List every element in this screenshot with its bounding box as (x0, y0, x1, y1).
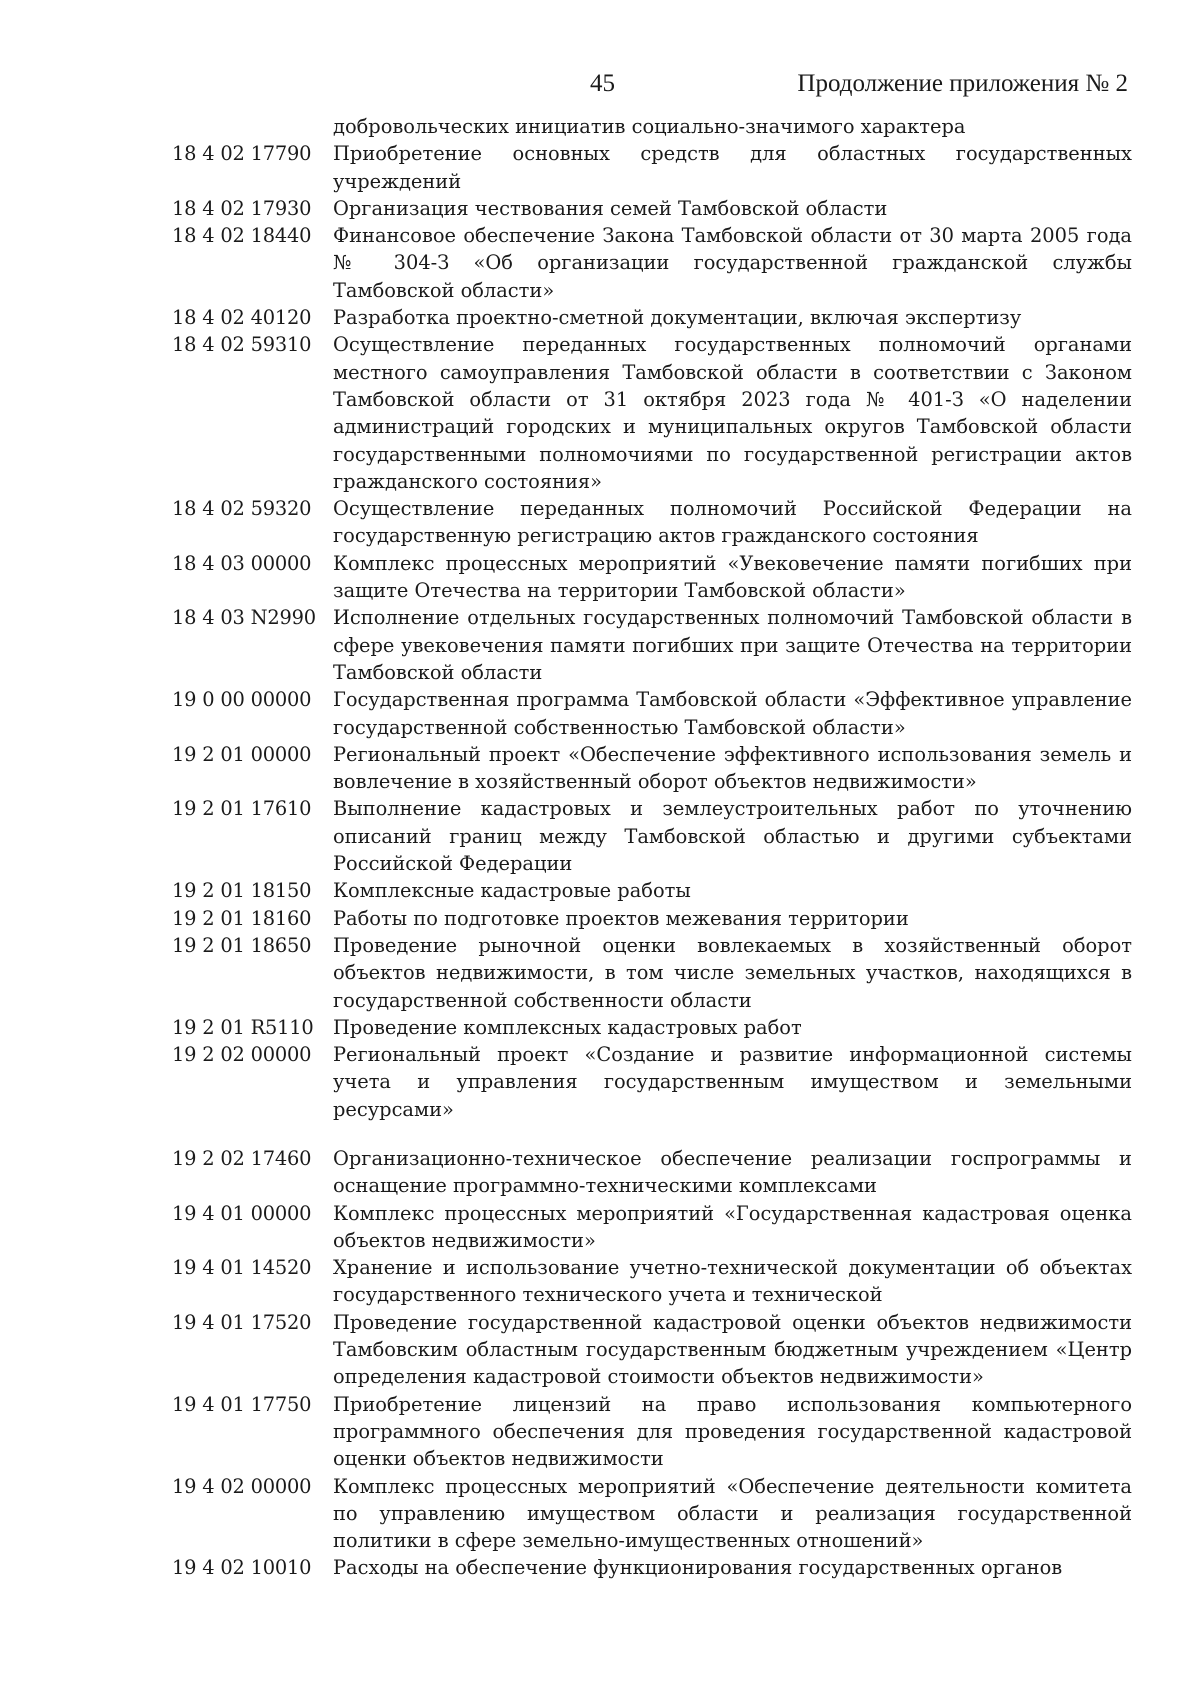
budget-item-description: Организация чествования семей Тамбовской области (333, 196, 888, 220)
list-item (172, 1309, 1132, 1391)
budget-item-description: Комплекс процессных мероприятий «Увековечение памяти погибших при защите Отечества на территории Тамбовской области» (333, 551, 1132, 603)
budget-item-description: Комплекс процессных мероприятий «Обеспечение деятельности комитета по управлению имуществом области и реализация государственной политики в сфере земельно-имущественных отношений» (333, 1474, 1132, 1553)
list-item (172, 1473, 1132, 1555)
budget-code: 19 2 01 R5110 (172, 1015, 314, 1039)
budget-item-description: Хранение и использование учетно-технической документации об объектах государственного технического учета и технической (333, 1256, 1132, 1307)
budget-code: 18 4 02 17930 (172, 196, 312, 220)
budget-item-description: Осуществление переданных государственных полномочий органами местного самоуправления Тамбовской области в соответствии с Законом Тамбовской области от 31 октября 2023 года № 401-З «О наделении администраций городских и муниципальных округов Тамбовской области государственными полномочиями по государственной регистрации актов гражданского состояния» (333, 333, 1132, 493)
budget-code: 19 2 02 17460 (172, 1146, 312, 1170)
list-item (172, 1554, 1132, 1581)
budget-item-description: Проведение государственной кадастровой оценки объектов недвижимости Тамбовским областным государственным бюджетным учреждением «Центр определения кадастровой стоимости объектов недвижимости» (333, 1310, 1132, 1389)
budget-code: 19 4 01 17520 (172, 1310, 312, 1334)
list-item (172, 331, 1132, 495)
list-item (172, 495, 1132, 550)
budget-code: 19 0 00 00000 (172, 688, 312, 712)
list-item (172, 932, 1132, 1014)
list-item (172, 195, 1132, 222)
budget-item-description: Проведение комплексных кадастровых работ (333, 1015, 802, 1039)
budget-code: 19 4 01 00000 (172, 1201, 312, 1225)
list-item (172, 550, 1132, 605)
list-item (172, 304, 1132, 331)
budget-code: 19 2 01 17610 (172, 797, 312, 821)
budget-code: 19 2 01 18650 (172, 933, 312, 957)
budget-item-description: добровольческих инициатив социально-значимого характера (333, 115, 966, 138)
budget-code: 18 4 02 40120 (172, 306, 312, 330)
budget-code: 19 4 02 10010 (172, 1556, 312, 1580)
budget-item-description: Расходы на обеспечение функционирования государственных органов (333, 1556, 1063, 1580)
budget-item-description: Разработка проектно-сметной документации, включая экспертизу (333, 306, 1022, 330)
budget-item-description: Региональный проект «Создание и развитие информационной системы учета и управления государственным имуществом и земельными ресурсами» (333, 1043, 1132, 1121)
budget-code: 19 4 01 14520 (172, 1256, 312, 1280)
budget-item-description: Приобретение основных средств для областных государственных учреждений (333, 142, 1132, 193)
budget-item-description: Работы по подготовке проектов межевания территории (333, 906, 909, 930)
list-item (172, 113, 1132, 140)
page-number: 45 (590, 70, 615, 97)
list-item (172, 1014, 1132, 1041)
list-item (172, 222, 1132, 304)
appendix-title: Продолжение приложения № 2 (797, 70, 1128, 97)
budget-item-description: Проведение рыночной оценки вовлекаемых в хозяйственный оборот объектов недвижимости, в том числе земельных участков, находящихся в государственной собственности области (333, 933, 1132, 1012)
list-item (172, 1254, 1132, 1309)
list-item (172, 140, 1132, 195)
list-item (172, 604, 1132, 686)
budget-item-description: Осуществление переданных полномочий Российской Федерации на государственную регистрацию актов гражданского состояния (333, 497, 1132, 548)
budget-code: 19 2 01 18150 (172, 879, 312, 903)
budget-code: 19 2 01 18160 (172, 906, 312, 930)
list-item (172, 1391, 1132, 1473)
budget-item-description: Финансовое обеспечение Закона Тамбовской области от 30 марта 2005 года № 304-З «Об организации государственной гражданской службы Тамбовской области» (333, 224, 1132, 302)
list-item (172, 686, 1132, 741)
budget-item-description: Комплекс процессных мероприятий «Государственная кадастровая оценка объектов недвижимости» (333, 1201, 1132, 1252)
budget-item-description: Выполнение кадастровых и землеустроительных работ по уточнению описаний границ между Тамбовской областью и другими субъектами Российской Федерации (333, 797, 1132, 876)
budget-code: 18 4 02 59310 (172, 333, 312, 357)
list-item (172, 905, 1132, 932)
budget-code-list (172, 113, 1132, 1582)
list-item (172, 1041, 1132, 1123)
list-item (172, 741, 1132, 796)
budget-item-description: Государственная программа Тамбовской области «Эффективное управление государственной собственностью Тамбовской области» (333, 688, 1132, 739)
budget-code: 18 4 02 59320 (172, 497, 312, 521)
list-item (172, 1200, 1132, 1255)
budget-code: 19 2 01 00000 (172, 742, 312, 766)
budget-item-description: Приобретение лицензий на право использования компьютерного программного обеспечения для проведения государственной кадастровой оценки объектов недвижимости (333, 1392, 1132, 1471)
budget-code: 18 4 03 00000 (172, 551, 312, 575)
budget-code: 19 2 02 00000 (172, 1043, 312, 1067)
list-item (172, 1145, 1132, 1200)
budget-code: 18 4 03 N2990 (172, 606, 316, 630)
budget-code: 19 4 02 00000 (172, 1474, 312, 1498)
budget-code: 18 4 02 18440 (172, 224, 312, 248)
budget-item-description: Комплексные кадастровые работы (333, 879, 691, 903)
budget-item-description: Организационно-техническое обеспечение реализации госпрограммы и оснащение программно-техническими комплексами (333, 1146, 1132, 1198)
page-header (0, 70, 1200, 110)
budget-item-description: Региональный проект «Обеспечение эффективного использования земель и вовлечение в хозяйственный оборот объектов недвижимости» (333, 742, 1132, 794)
budget-code: 18 4 02 17790 (172, 142, 312, 166)
budget-code: 19 4 01 17750 (172, 1392, 312, 1416)
list-item (172, 795, 1132, 877)
budget-item-description: Исполнение отдельных государственных полномочий Тамбовской области в сфере увековечения памяти погибших при защите Отечества на территории Тамбовской области (333, 606, 1132, 684)
list-item (172, 877, 1132, 904)
